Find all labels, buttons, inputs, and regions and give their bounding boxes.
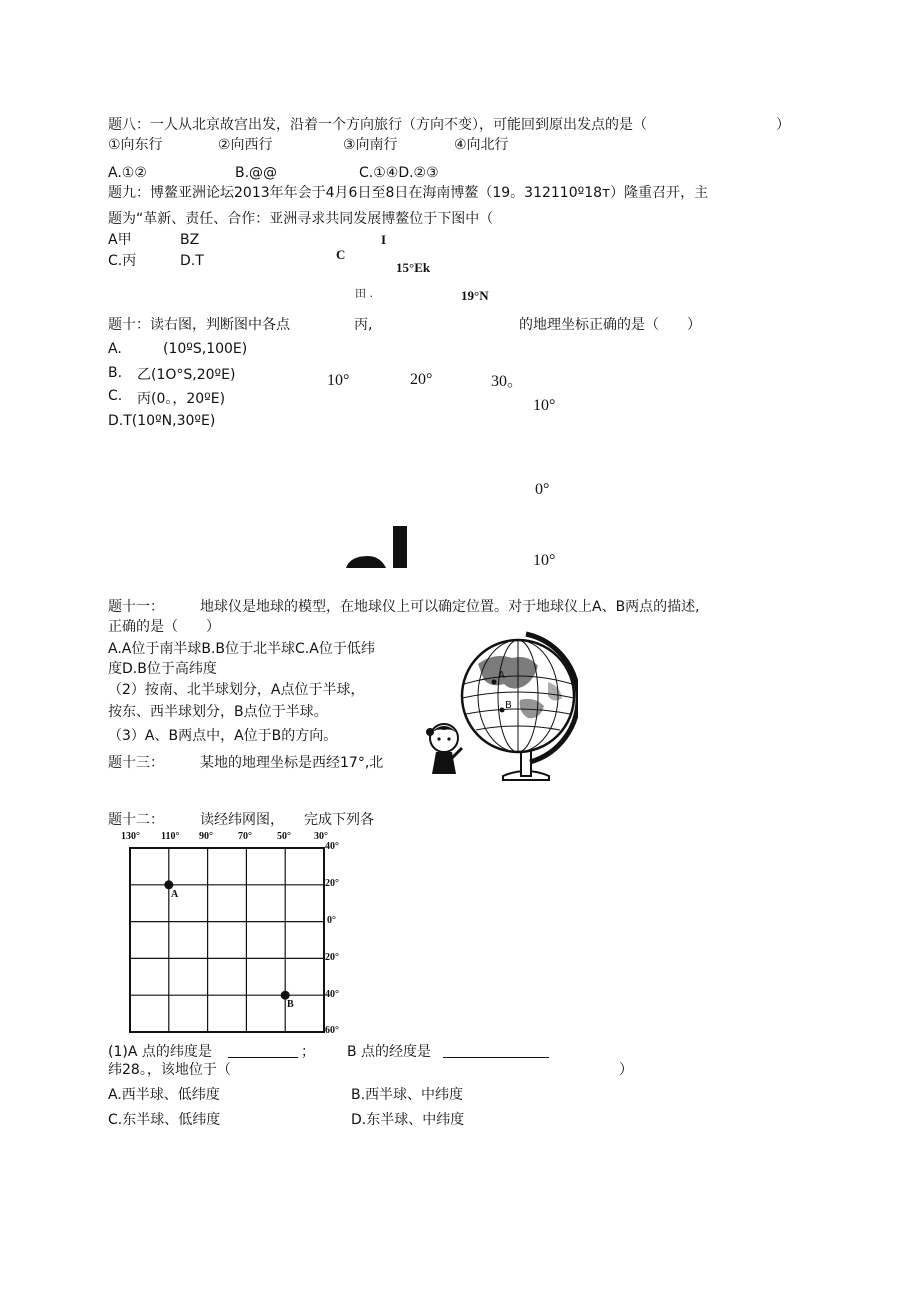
grid-lat-label-40n: 40°	[325, 841, 339, 852]
q10-lon-20: 20°	[410, 371, 433, 388]
q10-stem-b: 丙,	[354, 317, 373, 333]
q12-sub1-b: ；	[301, 1044, 315, 1060]
grid-lon-label-90: 90°	[199, 831, 213, 842]
grid-lon-label-50: 50°	[277, 831, 291, 842]
q10-lon-10: 10°	[327, 372, 350, 389]
q13-option-d: D.东半球、中纬度	[351, 1112, 465, 1128]
q8-option-4: ④向北行	[454, 137, 509, 153]
q10-option-a-label: A.	[108, 341, 122, 357]
q13-title: 题十三：	[108, 755, 164, 771]
grid-lat-label-20n: 20°	[325, 878, 339, 889]
q9-figure-latitude: 19°N	[461, 288, 489, 303]
q9-option-d: D.T	[180, 253, 204, 269]
q10-option-a-value: (10ºS,100E)	[163, 341, 248, 357]
q11-sub2-line2: 按东、西半球划分，B点位于半球。	[108, 704, 328, 720]
q12-sub1-c: B 点的经度是	[347, 1044, 432, 1060]
q10-option-c-label: C.	[108, 388, 123, 404]
q11-options-line2: 度D.B位于高纬度	[108, 661, 217, 677]
q9-option-c: C.丙	[108, 253, 137, 269]
q8-close-paren: ）	[776, 117, 790, 133]
q11-sub2-line1: （2）按南、北半球划分，A点位于半球，	[108, 682, 365, 698]
grid-point-a-label: A	[171, 889, 179, 900]
q12-stem: 读经纬网图，	[200, 812, 284, 828]
grid-lon-label-110: 110°	[161, 831, 180, 842]
q10-lat-10s: 10°	[533, 552, 556, 569]
q10-lat-0: 0°	[535, 481, 550, 498]
q13-stem: 某地的地理坐标是西经17°,北	[200, 755, 384, 771]
grid-lon-label-70: 70°	[238, 831, 252, 842]
q9-figure-label-jia: 田 .	[355, 287, 373, 300]
grid-point-a	[164, 880, 173, 889]
q8-answer-a: A.①②	[108, 165, 147, 181]
q12-stem2: 完成下列各	[304, 812, 374, 828]
q10-option-b-value: 乙(1O°S,20ºE)	[137, 367, 236, 383]
grid-lat-label-0: 0°	[327, 915, 336, 926]
globe-point-a-label: A	[498, 670, 505, 681]
q11-line2: 正确的是（ ）	[108, 619, 220, 635]
grid-lat-label-20s: 20°	[325, 952, 339, 963]
q11-options-line1: A.A位于南半球B.B位于北半球C.A位于低纬	[108, 641, 375, 657]
grid-lat-label-40s: 40°	[325, 989, 339, 1000]
q11-stem: 地球仪是地球的模型，在地球仪上可以确定位置。对于地球仪上A、B两点的描述,	[200, 599, 700, 615]
q13-option-c: C.东半球、低纬度	[108, 1112, 221, 1128]
q9-line1: 题九：博鳌亚洲论坛2013年年会于4月6日至8日在海南博鳌（19。312110º18т）隆重召开，主	[108, 185, 709, 201]
q10-lon-30: 30。	[491, 373, 524, 390]
q8-stem: 题八：一人从北京故宫出发，沿着一个方向旅行（方向不变），可能回到原出发点的是（	[108, 117, 647, 133]
q11-title: 题十一：	[108, 599, 164, 615]
q10-option-c-value: 丙(0。，20ºE)	[137, 391, 226, 407]
grid-lat-label-60s: 60°	[325, 1025, 339, 1036]
grid-point-b-label: B	[287, 999, 294, 1010]
q12-title: 题十二：	[108, 812, 164, 828]
q10-option-b-label: B.	[108, 365, 123, 381]
q10-option-d: D.T(10ºN,30ºE)	[108, 413, 216, 429]
q12-blank-a-latitude[interactable]	[228, 1057, 298, 1058]
q13-close-paren: ）	[619, 1062, 633, 1078]
q9-figure-label-i: I	[381, 232, 387, 247]
grid-lon-label-130: 130°	[121, 831, 140, 842]
grid-lon-label-30: 30°	[314, 831, 328, 842]
q13-line2: 纬28。，该地位于（	[108, 1062, 231, 1078]
q13-option-b: B.西半球、中纬度	[351, 1087, 464, 1103]
q8-option-1: ①向东行	[108, 137, 163, 153]
q10-stem-a: 题十：读右图，判断图中各点	[108, 317, 290, 333]
q9-figure-longitude: 15°Ek	[396, 260, 431, 275]
q8-option-2: ②向西行	[218, 137, 273, 153]
q13-option-a: A.西半球、低纬度	[108, 1087, 220, 1103]
q8-option-3: ③向南行	[343, 137, 398, 153]
q8-answer-cd: C.①④D.②③	[359, 165, 439, 181]
q10-map-fragment	[340, 526, 420, 568]
q9-figure-label-c: C	[336, 247, 346, 262]
globe-point-b-label: B	[505, 700, 512, 711]
q12-sub1-a: (1)A 点的纬度是	[108, 1044, 212, 1060]
q9-option-a: A甲	[108, 232, 132, 248]
q11-sub3: （3）A、B两点中，A位于B的方向。	[108, 728, 338, 744]
q10-lat-10n: 10°	[533, 397, 556, 414]
q9-option-b: BZ	[180, 232, 200, 248]
q12-blank-b-longitude[interactable]	[443, 1057, 549, 1058]
q9-line2: 题为“革新、责任、合作：亚洲寻求共同发展博鳌位于下图中（	[108, 211, 494, 227]
lat-lon-grid	[110, 830, 350, 1040]
q8-answer-b: B.@@	[235, 165, 278, 181]
globe-illustration	[408, 626, 578, 786]
q10-stem-c: 的地理坐标正确的是（ ）	[519, 317, 701, 333]
